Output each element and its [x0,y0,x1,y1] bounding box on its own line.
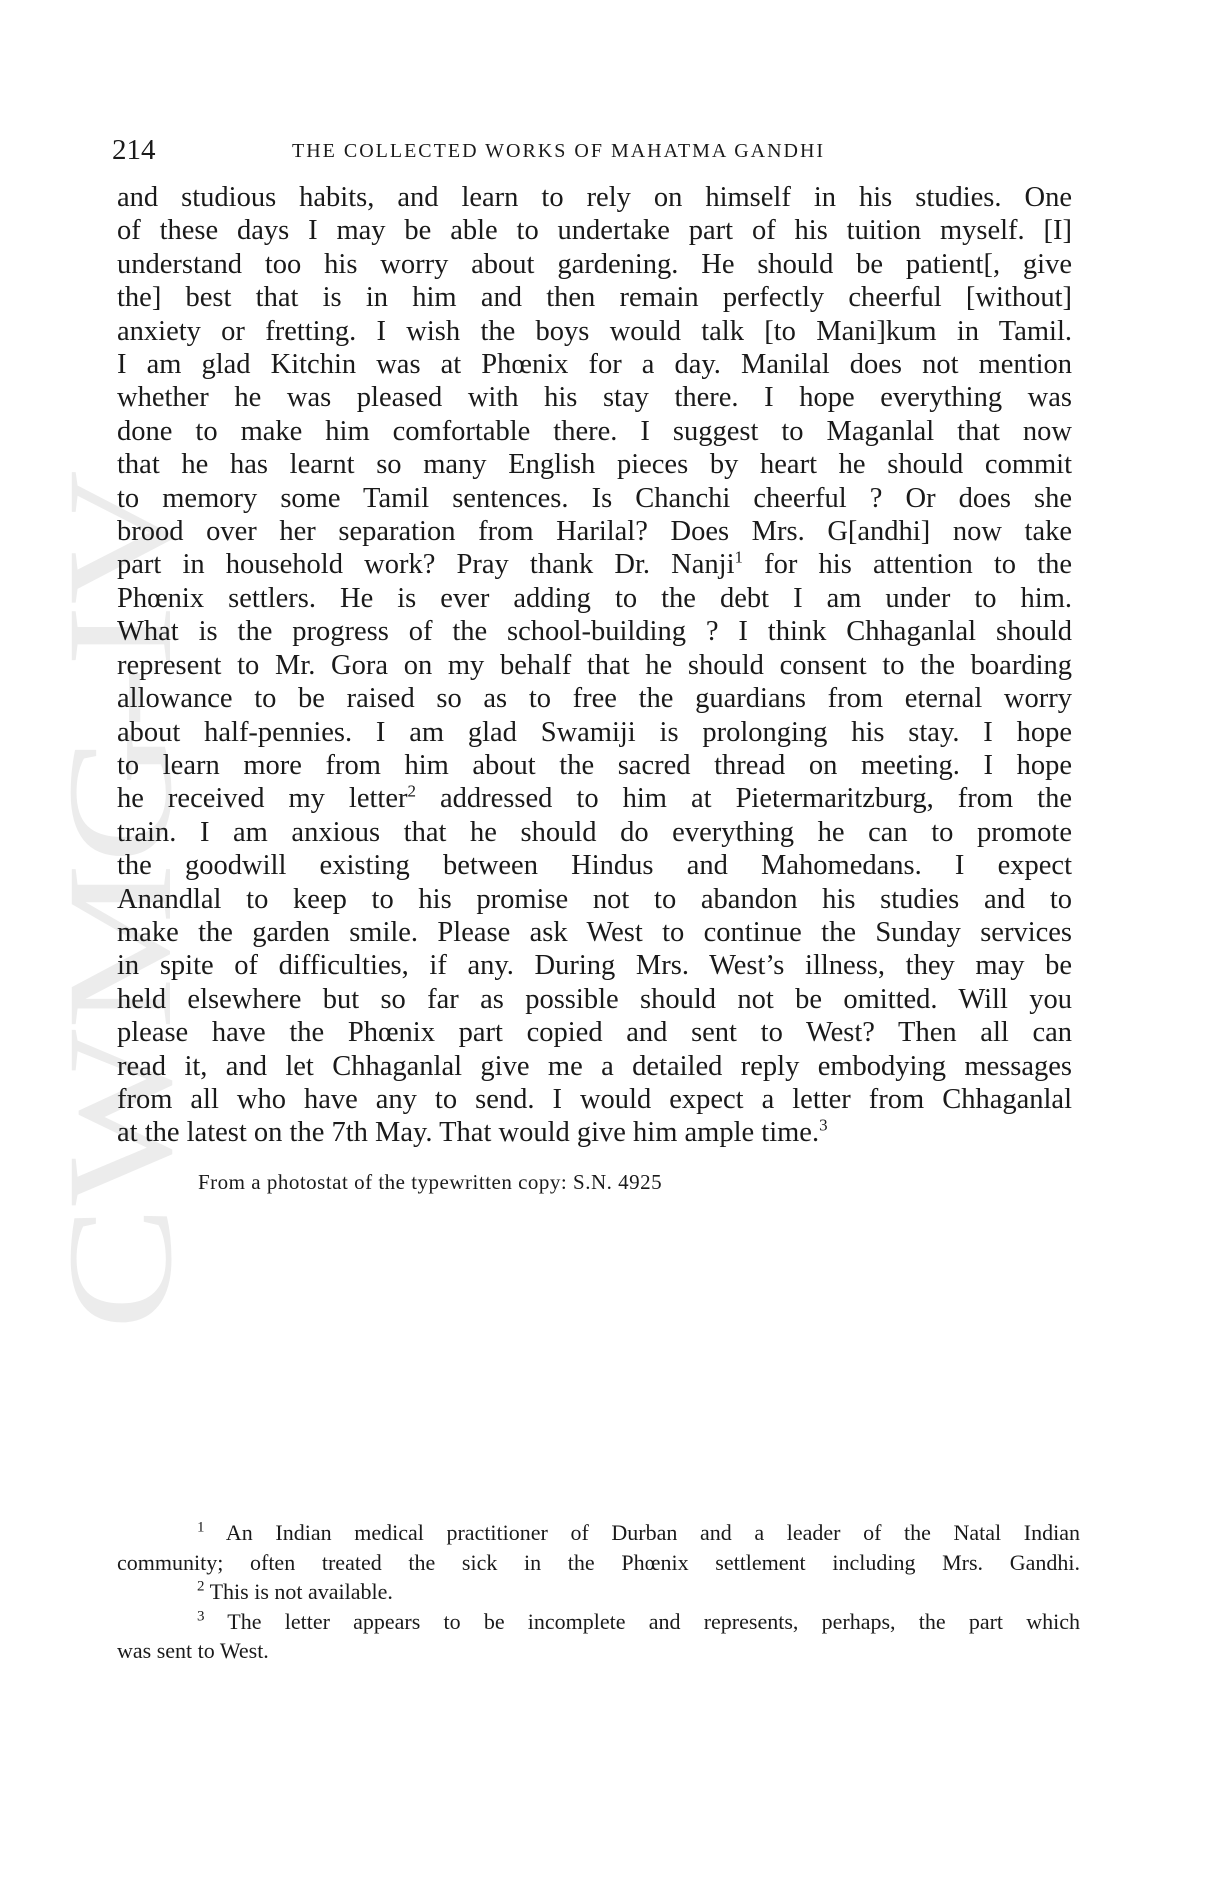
body-line-text: at the latest on the 7th May. That would give him ample time. [117,1117,820,1149]
footnote-number: 2 [197,1578,205,1595]
body-line [117,1116,1072,1149]
body-line: I am glad Kitchin was at Phœnix for a day. Manilal does not mention [117,349,1072,381]
body-line: brood over her separation from Harilal? Does Mrs. G[andhi] now take [117,516,1072,548]
body-line: allowance to be raised so as to free the guardians from eternal worry [117,683,1072,715]
footnote-1 [117,1518,1080,1548]
body-line: of these days I may be able to undertake part of his tuition myself. [I] [117,215,1072,247]
body-line: What is the progress of the school-building ? I think Chhaganlal should [117,616,1072,648]
body-line: to learn more from him about the sacred thread on meeting. I hope [117,749,1072,781]
body-line: represent to Mr. Gora on my behalf that he should consent to the boarding [117,649,1072,681]
body-line: from all who have any to send. I would expect a letter from Chhaganlal [117,1083,1072,1115]
page-header [112,134,1072,170]
body-line: in spite of difficulties, if any. During Mrs. West’s illness, they may be [117,950,1072,982]
body-line-text: part in household work? Pray thank Dr. Nanji [117,549,735,581]
body-line-text: for his attention to the [743,549,1073,581]
page-number: 214 [112,134,156,166]
body-line: and studious habits, and learn to rely on himself in his studies. One [117,182,1072,213]
body-line: please have the Phœnix part copied and sent to West? Then all can [117,1017,1072,1049]
footnote-2 [117,1577,1080,1607]
body-line: about half-pennies. I am glad Swamiji is prolonging his stay. I hope [117,716,1072,748]
footnote-number: 3 [197,1608,205,1625]
body-line: done to make him comfortable there. I suggest to Maganlal that now [117,415,1072,447]
letter-body [117,181,1072,1150]
footnote-text: The letter appears to be incomplete and represents, perhaps, the part which [204,1608,1080,1634]
body-line [117,548,1072,581]
body-line: make the garden smile. Please ask West to continue the Sunday services [117,916,1072,948]
footnotes [117,1518,1080,1666]
body-line [117,782,1072,815]
footnote-ref-2[interactable]: 2 [407,781,416,801]
body-line: the goodwill existing between Hindus and Mahomedans. I expect [117,850,1072,882]
body-line: whether he was pleased with his stay there. I hope everything was [117,382,1072,414]
body-line: anxiety or fretting. I wish the boys would talk [to Mani]kum in Tamil. [117,315,1072,347]
watermark-text: CWMG-IV [37,638,203,1330]
body-line-text: addressed to him at Pietermaritzburg, from the [415,783,1072,815]
footnote-3 [117,1607,1080,1637]
footnote-ref-3[interactable]: 3 [819,1115,828,1135]
body-line: Anandlal to keep to his promise not to abandon his studies and to [117,883,1072,915]
footnote-number: 1 [197,1519,205,1536]
body-line: Phœnix settlers. He is ever adding to the debt I am under to him. [117,582,1072,614]
body-line: that he has learnt so many English pieces by heart he should commit [117,449,1072,481]
body-line: to memory some Tamil sentences. Is Chanchi cheerful ? Or does she [117,482,1072,514]
footnote-text: This is not available. [204,1579,393,1604]
body-line-text: he received my letter [117,783,408,815]
body-line: understand too his worry about gardening. He should be patient[, give [117,248,1072,280]
body-line: held elsewhere but so far as possible should not be omitted. Will you [117,983,1072,1015]
footnote-1-cont: community; often treated the sick in the Phœnix settlement including Mrs. Gandhi. [117,1549,1080,1575]
footnote-3-cont: was sent to West. [117,1638,269,1663]
footnote-text: An Indian medical practitioner of Durban and a leader of the Natal Indian [204,1520,1080,1545]
source-note: From a photostat of the typewritten copy: S.N. 4925 [198,1170,663,1194]
body-line: read it, and let Chhaganlal give me a detailed reply embodying messages [117,1050,1072,1082]
running-head: THE COLLECTED WORKS OF MAHATMA GANDHI [292,140,826,162]
footnote-ref-1[interactable]: 1 [734,547,743,567]
body-line: the] best that is in him and then remain perfectly cheerful [without] [117,282,1072,314]
body-line: train. I am anxious that he should do everything he can to promote [117,816,1072,848]
